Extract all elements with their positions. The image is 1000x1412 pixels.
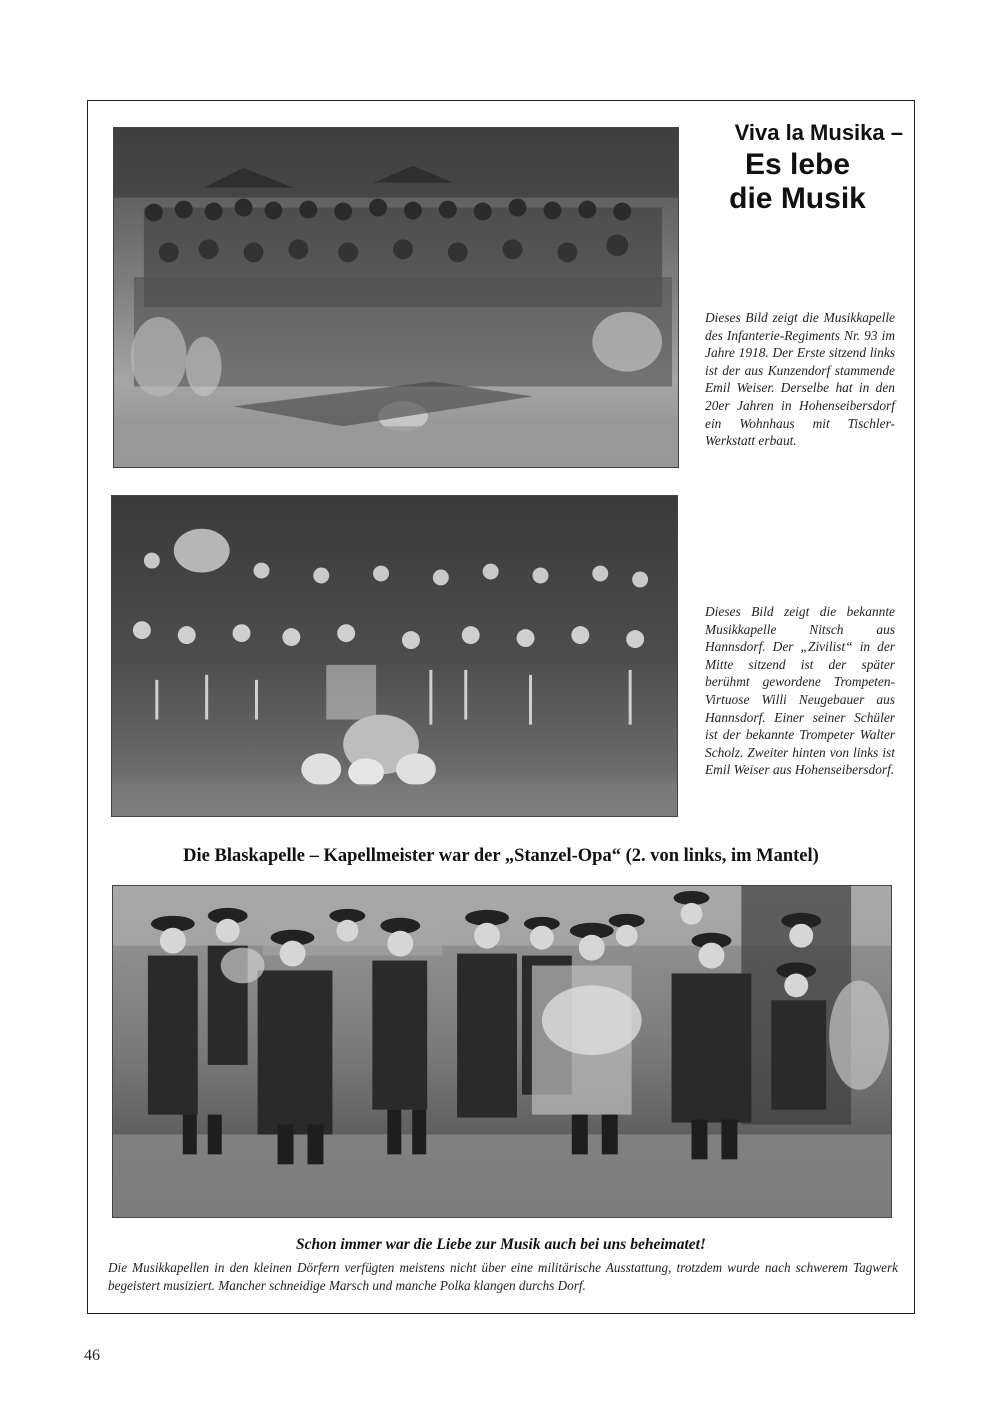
brass-band-illustration: [113, 886, 891, 1217]
closing-title: Schon immer war die Liebe zur Musik auch bei uns beheimatet!: [296, 1236, 706, 1253]
headline-line-3: die Musik: [729, 182, 866, 215]
section-title: Die Blaskapelle – Kapellmeister war der „Stanzel-Opa“ (2. von links, im Mantel): [183, 846, 819, 866]
headline-line-1: Viva la Musika –: [734, 120, 903, 145]
page-number: 46: [84, 1347, 100, 1364]
brass-band-photo: [112, 885, 892, 1218]
military-band-illustration: [114, 128, 678, 467]
headline-line-2: Es lebe: [744, 148, 851, 181]
caption-military-band: Dieses Bild zeigt die Musikkapelle des Infanterie-Regiments Nr. 93 im Jahre 1918. Der Erste sitzend links ist der aus Kunzendorf stammende Emil Weiser. Derselbe hat in den 20er Jahren in Hohenseibersdorf ein Wohnhaus mit Tischler-Werkstatt erbaut.: [705, 310, 895, 449]
headline: [690, 118, 905, 216]
uniformed-band-photo: [111, 495, 678, 817]
closing-paragraph: Die Musikkapellen in den kleinen Dörfern verfügten meistens nicht über eine militärische Ausstattung, trotzdem wurde nach schwerem Tagwerk begeistert musiziert. Mancher schneidige Marsch und manche Polka klangen durchs Dorf.: [108, 1260, 898, 1293]
caption-musikkapelle-nitsch: Dieses Bild zeigt die bekannte Musikkapelle Nitsch aus Hannsdorf. Der „Zivilist“ in der Mitte sitzend ist der später berühmt gewordene Trompeten-Virtuose Willi Neugebauer aus Hannsdorf. Einer seiner Schüler ist der bekannte Trompeter Walter Scholz. Zweiter hinten von links ist Emil Weiser aus Hohenseibersdorf.: [705, 604, 895, 778]
uniformed-band-illustration: [112, 496, 677, 816]
military-band-photo: [113, 127, 679, 468]
